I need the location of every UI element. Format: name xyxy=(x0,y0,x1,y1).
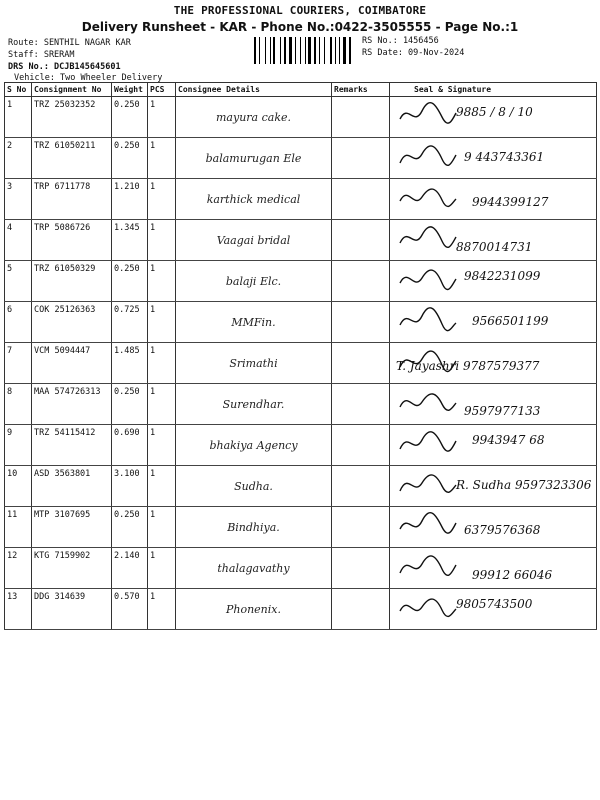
signature-scribble xyxy=(398,593,458,621)
table-row xyxy=(5,384,597,425)
remarks-cell xyxy=(332,425,390,466)
col-header-pcs: PCS xyxy=(148,83,176,97)
pcs-cell: 1 xyxy=(148,425,176,466)
signature-scribble xyxy=(398,429,458,457)
signature-cell xyxy=(390,548,597,589)
consignment-cell: TRZ 61050211 xyxy=(32,138,112,179)
consignee-cell: Srimathi xyxy=(176,343,332,384)
consignment-cell: VCM 5094447 xyxy=(32,343,112,384)
signature-cell xyxy=(390,466,597,507)
weight-cell: 0.570 xyxy=(112,589,148,630)
consignment-cell: COK 25126363 xyxy=(32,302,112,343)
barcode xyxy=(254,37,354,64)
consignee-cell: bhakiya Agency xyxy=(176,425,332,466)
weight-cell: 0.250 xyxy=(112,138,148,179)
consignment-cell: TRZ 61050329 xyxy=(32,261,112,302)
remarks-cell xyxy=(332,548,390,589)
staff-label: Staff: SRERAM xyxy=(8,50,75,60)
consignment-cell: MAA 574726313 xyxy=(32,384,112,425)
pcs-cell: 1 xyxy=(148,589,176,630)
vehicle-label: Vehicle: Two Wheeler Delivery xyxy=(14,73,163,83)
sno-cell: 11 xyxy=(5,507,32,548)
signature-cell xyxy=(390,261,597,302)
consignee-cell: balamurugan Ele xyxy=(176,138,332,179)
consignee-cell: MMFin. xyxy=(176,302,332,343)
signature-phone: 8870014731 xyxy=(456,240,533,254)
runsheet-subtitle: Delivery Runsheet - KAR - Phone No.:0422-3505555 - Page No.:1 xyxy=(81,20,519,34)
signature-scribble xyxy=(398,224,458,252)
drs-number: DRS No.: DCJB145645601 xyxy=(8,62,121,72)
signature-scribble xyxy=(398,306,458,334)
sno-cell: 12 xyxy=(5,548,32,589)
consignment-cell: TRZ 25032352 xyxy=(32,97,112,138)
remarks-cell xyxy=(332,302,390,343)
consignee-cell: karthick medical xyxy=(176,179,332,220)
runsheet-table xyxy=(4,82,597,630)
sno-cell: 8 xyxy=(5,384,32,425)
pcs-cell: 1 xyxy=(148,220,176,261)
signature-scribble xyxy=(398,388,458,416)
signature-phone: 6379576368 xyxy=(464,523,541,537)
sno-cell: 1 xyxy=(5,97,32,138)
signature-scribble xyxy=(398,142,458,170)
pcs-cell: 1 xyxy=(148,138,176,179)
remarks-cell xyxy=(332,220,390,261)
rs-date: RS Date: 09-Nov-2024 xyxy=(362,48,465,58)
signature-phone: R. Sudha 9597323306 xyxy=(456,478,592,492)
sno-cell: 2 xyxy=(5,138,32,179)
consignee-cell: balaji Elc. xyxy=(176,261,332,302)
signature-cell xyxy=(390,343,597,384)
consignment-cell: TRZ 54115412 xyxy=(32,425,112,466)
table-row xyxy=(5,220,597,261)
col-header-remarks: Remarks xyxy=(332,83,390,97)
col-header-weight: Weight xyxy=(112,83,148,97)
table-row xyxy=(5,343,597,384)
route-label: Route: SENTHIL NAGAR KAR xyxy=(8,38,131,48)
consignee-cell: Bindhiya. xyxy=(176,507,332,548)
consignment-cell: TRP 5086726 xyxy=(32,220,112,261)
remarks-cell xyxy=(332,466,390,507)
signature-phone: 9944399127 xyxy=(472,195,549,209)
consignee-cell: Vaagai bridal xyxy=(176,220,332,261)
consignment-cell: ASD 3563801 xyxy=(32,466,112,507)
table-row xyxy=(5,589,597,630)
signature-phone: 9842231099 xyxy=(464,269,541,283)
signature-cell xyxy=(390,220,597,261)
signature-phone: 9885 / 8 / 10 xyxy=(456,105,533,119)
table-row xyxy=(5,548,597,589)
signature-cell xyxy=(390,179,597,220)
col-header-consignment: Consignment No xyxy=(32,83,112,97)
consignment-cell: TRP 6711778 xyxy=(32,179,112,220)
consignee-cell: mayura cake. xyxy=(176,97,332,138)
sno-cell: 7 xyxy=(5,343,32,384)
signature-phone: 9805743500 xyxy=(456,597,533,611)
consignee-cell: thalagavathy xyxy=(176,548,332,589)
signature-cell xyxy=(390,302,597,343)
signature-cell xyxy=(390,97,597,138)
table-row xyxy=(5,179,597,220)
remarks-cell xyxy=(332,384,390,425)
signature-cell xyxy=(390,425,597,466)
weight-cell: 0.250 xyxy=(112,261,148,302)
pcs-cell: 1 xyxy=(148,179,176,220)
consignee-cell: Surendhar. xyxy=(176,384,332,425)
consignment-cell: DDG 314639 xyxy=(32,589,112,630)
weight-cell: 0.725 xyxy=(112,302,148,343)
pcs-cell: 1 xyxy=(148,261,176,302)
remarks-cell xyxy=(332,507,390,548)
pcs-cell: 1 xyxy=(148,97,176,138)
page-title: THE PROFESSIONAL COURIERS, COIMBATORE xyxy=(173,4,427,17)
signature-cell xyxy=(390,589,597,630)
pcs-cell: 1 xyxy=(148,507,176,548)
pcs-cell: 1 xyxy=(148,384,176,425)
signature-phone: 9 443743361 xyxy=(464,150,545,164)
table-row xyxy=(5,466,597,507)
weight-cell: 0.250 xyxy=(112,507,148,548)
sno-cell: 3 xyxy=(5,179,32,220)
signature-scribble xyxy=(398,265,458,293)
table-row xyxy=(5,97,597,138)
weight-cell: 2.140 xyxy=(112,548,148,589)
consignment-cell: KTG 7159902 xyxy=(32,548,112,589)
sno-cell: 10 xyxy=(5,466,32,507)
consignment-cell: MTP 3107695 xyxy=(32,507,112,548)
sno-cell: 4 xyxy=(5,220,32,261)
pcs-cell: 1 xyxy=(148,548,176,589)
consignee-cell: Phonenix. xyxy=(176,589,332,630)
weight-cell: 0.250 xyxy=(112,384,148,425)
col-header-sno: S No xyxy=(5,83,32,97)
signature-scribble xyxy=(398,552,458,580)
remarks-cell xyxy=(332,97,390,138)
weight-cell: 0.250 xyxy=(112,97,148,138)
signature-phone: 9943947 68 xyxy=(472,433,545,447)
col-header-signature: Seal & Signature xyxy=(390,83,597,97)
table-row xyxy=(5,138,597,179)
table-header-row xyxy=(5,83,597,97)
remarks-cell xyxy=(332,138,390,179)
weight-cell: 1.345 xyxy=(112,220,148,261)
weight-cell: 1.210 xyxy=(112,179,148,220)
sno-cell: 5 xyxy=(5,261,32,302)
sno-cell: 6 xyxy=(5,302,32,343)
remarks-cell xyxy=(332,261,390,302)
signature-cell xyxy=(390,138,597,179)
weight-cell: 1.485 xyxy=(112,343,148,384)
weight-cell: 0.690 xyxy=(112,425,148,466)
table-row xyxy=(5,261,597,302)
pcs-cell: 1 xyxy=(148,343,176,384)
remarks-cell xyxy=(332,179,390,220)
remarks-cell xyxy=(332,589,390,630)
signature-scribble xyxy=(398,183,458,211)
weight-cell: 3.100 xyxy=(112,466,148,507)
signature-cell xyxy=(390,507,597,548)
table-row xyxy=(5,302,597,343)
pcs-cell: 1 xyxy=(148,466,176,507)
consignee-cell: Sudha. xyxy=(176,466,332,507)
signature-phone: T. Jayashri 9787579377 xyxy=(396,359,540,373)
sno-cell: 9 xyxy=(5,425,32,466)
sno-cell: 13 xyxy=(5,589,32,630)
col-header-consignee: Consignee Details xyxy=(176,83,332,97)
pcs-cell: 1 xyxy=(148,302,176,343)
remarks-cell xyxy=(332,343,390,384)
signature-scribble xyxy=(398,470,458,498)
signature-phone: 9566501199 xyxy=(472,314,549,328)
rs-number: RS No.: 1456456 xyxy=(362,36,439,46)
table-row xyxy=(5,507,597,548)
signature-phone: 99912 66046 xyxy=(472,568,553,582)
signature-cell xyxy=(390,384,597,425)
signature-scribble xyxy=(398,101,458,129)
signature-scribble xyxy=(398,511,458,539)
signature-phone: 9597977133 xyxy=(464,404,541,418)
table-row xyxy=(5,425,597,466)
